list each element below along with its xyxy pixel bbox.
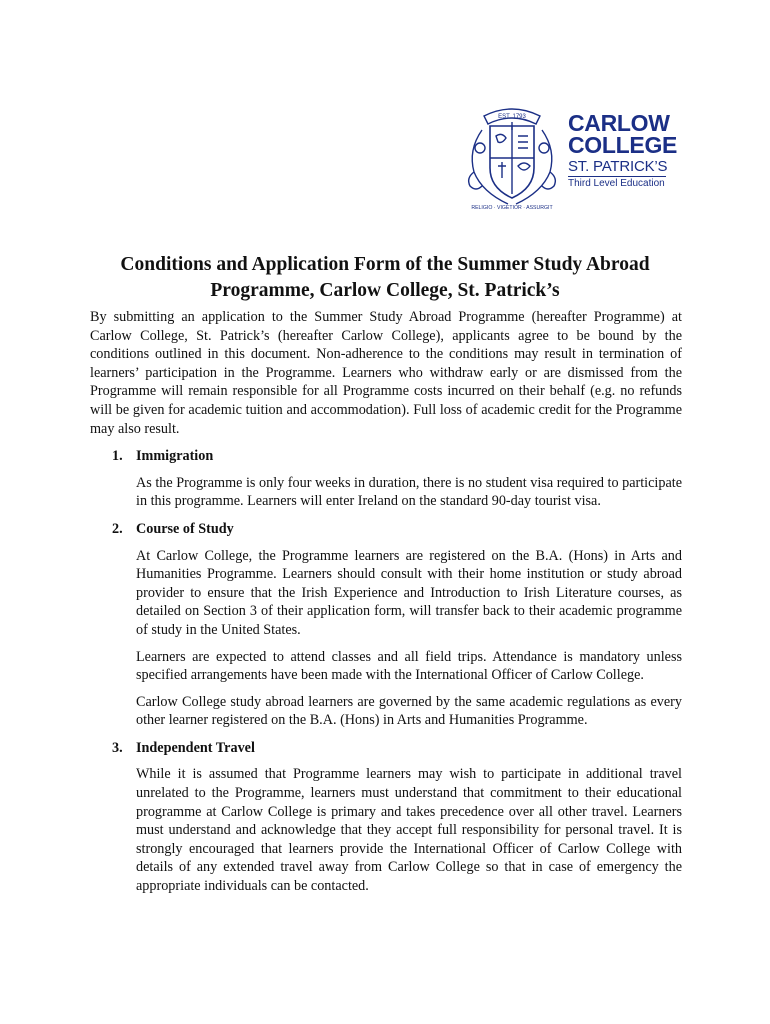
section-independent-travel <box>90 739 682 896</box>
title-line-2: Programme, Carlow College, St. Patrick’s <box>210 280 560 301</box>
section-paragraph: At Carlow College, the Programme learners are registered on the B.A. (Hons) in Arts and Humanities Programme. Learners should consult with their home institution or study abroad provider to ensure that the Irish Experience and Introduction to Irish Literature courses, as detailed on Section 3 of their application form, will transfer back to their academic programme of study in the United States. <box>136 547 682 638</box>
section-heading <box>90 739 682 758</box>
section-immigration <box>90 447 682 511</box>
section-body <box>136 765 682 895</box>
college-crest-icon <box>460 96 566 212</box>
section-number: 3. <box>112 739 123 756</box>
college-wordmark <box>568 112 677 190</box>
document-title <box>90 252 680 304</box>
section-paragraph: While it is assumed that Programme learners may wish to participate in additional travel unrelated to the Programme, learners must understand that commitment to their educational programme at Carlow College is primary and takes precedence over all other travel. Learners must understand and acknowledge that they accept full responsibility for personal travel. It is strongly encouraged that learners provide the International Officer of Carlow College with details of any extended travel away from Carlow College so that in case of emergency the appropriate individuals can be contacted. <box>136 766 682 895</box>
section-heading <box>90 447 682 466</box>
section-number: 2. <box>112 520 123 537</box>
section-course-of-study <box>90 520 682 730</box>
section-body <box>136 547 682 730</box>
logo-line-college: COLLEGE <box>568 132 678 158</box>
section-paragraph: As the Programme is only four weeks in duration, there is no student visa required to participate in this programme. Learners will enter Ireland on the standard 90-day tourist visa. <box>136 474 682 510</box>
section-body <box>136 474 682 511</box>
crest-banner-text: EST. 1793 <box>498 114 526 120</box>
logo-line-st-patricks: ST. PATRICK’S <box>568 158 668 175</box>
section-paragraph: Learners are expected to attend classes and all field trips. Attendance is mandatory unless specified arrangements have been made with the International Officer of Carlow College. <box>136 648 682 684</box>
crest-motto-text: RELIGIO · VIGETIOR · ASSURGIT <box>471 205 553 211</box>
college-logo <box>460 96 680 212</box>
logo-line-carlow: CARLOW <box>568 110 670 136</box>
section-number: 1. <box>112 448 123 465</box>
section-title: Course of Study <box>136 520 234 537</box>
section-heading <box>90 520 682 539</box>
section-paragraph: Carlow College study abroad learners are governed by the same academic regulations as every other learner registered on the B.A. (Hons) in Arts and Humanities Programme. <box>136 693 682 729</box>
section-title: Immigration <box>136 448 214 465</box>
document-body <box>90 308 682 896</box>
section-title: Independent Travel <box>136 739 255 756</box>
title-line-1: Conditions and Application Form of the Summer Study Abroad <box>120 254 650 275</box>
logo-line-tagline: Third Level Education <box>568 178 665 189</box>
intro-paragraph: By submitting an application to the Summer Study Abroad Programme (hereafter Programme) at Carlow College, St. Patrick’s (hereafter Carlow College), applicants agree to be bound by the conditions outlined in this document. Non-adherence to the conditions may result in termination of learners’ participation in the Programme. Learners who withdraw early or are dismissed from the Programme will remain responsible for all Programme costs incurred on their behalf (e.g. no refunds will be given for academic tuition and accommodation). Full loss of academic credit for the Programme may also result. <box>90 309 682 437</box>
